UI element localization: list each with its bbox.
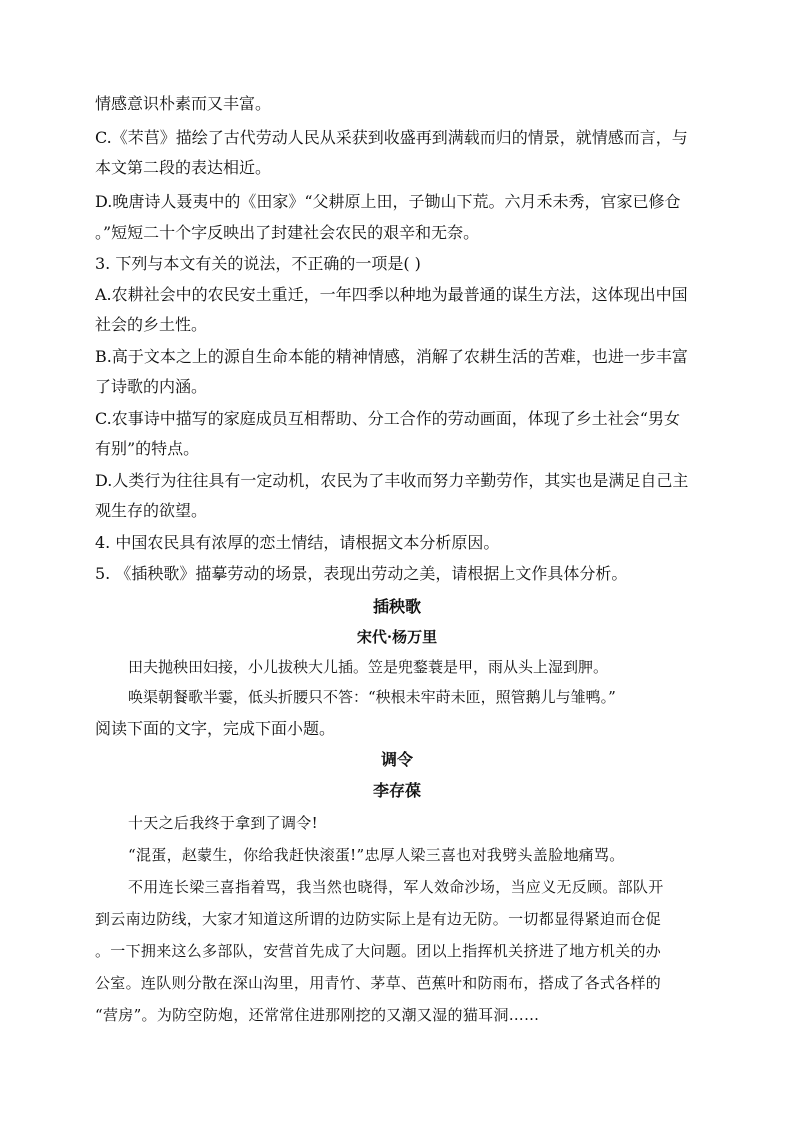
text-line: 本文第二段的表达相近。 xyxy=(95,158,272,177)
question-3: 3. 下列与本文有关的说法，不正确的一项是( ) xyxy=(95,254,421,273)
story-paragraph: 十天之后我终于拿到了调令! xyxy=(128,814,318,832)
question-5: 5. 《插秧歌》描摹劳动的场景，表现出劳动之美，请根据上文作具体分析。 xyxy=(95,564,628,583)
option-d-line: D.晚唐诗人聂夷中的《田家》“父耕原上田，子锄山下荒。六月禾未秀，官家已修仓 xyxy=(95,192,681,211)
option-c-line: C.《芣苢》描绘了古代劳动人民从采获到收盛再到满载而归的情景，就情感而言，与 xyxy=(95,128,688,147)
story-paragraph-line: “营房”。为防空防炮，还常常住进那刚挖的又潮又湿的猫耳洞…… xyxy=(95,1006,540,1024)
poem-line: 田夫抛秧田妇接，小儿拔秧大儿插。笠是兜鍪蓑是甲，雨从头上湿到胛。 xyxy=(128,658,609,676)
text-line: 。”短短二十个字反映出了封建社会农民的艰辛和无奈。 xyxy=(95,223,480,242)
poem-line: 唤渠朝餐歌半霎，低头折腰只不答：“秧根未牢莳未匝，照管鹅儿与雏鸭。” xyxy=(128,688,616,706)
text-line: 社会的乡土性。 xyxy=(95,315,208,334)
instruction-text: 阅读下面的文字，完成下面小题。 xyxy=(95,719,336,738)
story-paragraph: 不用连长梁三喜指着骂，我当然也晓得，军人效命沙场，当应义无反顾。部队开 xyxy=(128,878,664,896)
text-line: 有别”的特点。 xyxy=(95,439,200,458)
story-title: 调令 xyxy=(380,750,413,769)
option-c-line: C.农事诗中描写的家庭成员互相帮助、分工合作的劳动画面，体现了乡土社会“男女 xyxy=(95,409,680,428)
text-line: 情感意识朴素而又丰富。 xyxy=(95,94,272,113)
text-line: 观生存的欲望。 xyxy=(95,501,208,520)
option-d-line: D.人类行为往往具有一定动机，农民为了丰收而努力辛勤劳作，其实也是满足自己主 xyxy=(95,471,689,490)
poem-title: 插秧歌 xyxy=(372,597,421,616)
story-paragraph-line: 。一下拥来这么多部队，安营首先成了大问题。团以上指挥机关挤进了地方机关的办 xyxy=(95,942,662,960)
story-paragraph: “混蛋，赵蒙生，你给我赶快滚蛋!”忠厚人梁三喜也对我劈头盖脸地痛骂。 xyxy=(128,846,625,864)
question-4: 4. 中国农民具有浓厚的恋土情结，请根据文本分析原因。 xyxy=(95,533,500,552)
text-line: 了诗歌的内涵。 xyxy=(95,377,208,396)
story-author: 李存葆 xyxy=(372,781,421,800)
poem-author: 宋代·杨万里 xyxy=(356,628,438,646)
option-a-line: A.农耕社会中的农民安土重迁，一年四季以种地为最普通的谋生方法，这体现出中国 xyxy=(95,285,688,304)
option-b-line: B.高于文本之上的源自生命本能的精神情感，消解了农耕生活的苦难，也进一步丰富 xyxy=(95,347,688,366)
story-paragraph-line: 公室。连队则分散在深山沟里，用青竹、茅草、芭蕉叶和防雨布，搭成了各式各样的 xyxy=(95,974,662,992)
story-paragraph-line: 到云南边防线，大家才知道这所谓的边防实际上是有边无防。一切都显得紧迫而仓促 xyxy=(95,910,662,928)
